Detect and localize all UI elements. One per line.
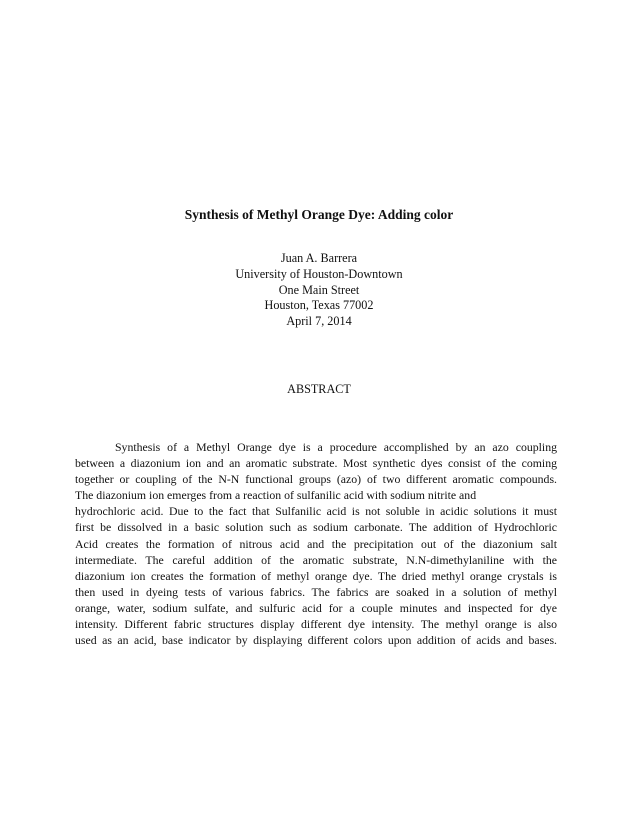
abstract-line: The diazonium ion emerges from a reaction of sulfanilic acid with sodium nitrite and [75, 488, 477, 503]
abstract-line: orange, water, sodium sulfate, and sulfuric acid for a couple minutes and inspected for dye [75, 600, 557, 615]
abstract-line: Acid creates the formation of nitrous acid and the precipitation out of the diazonium salt [75, 536, 557, 551]
author-city: Houston, Texas 77002 [264, 298, 374, 313]
abstract-line: used as an acid, base indicator by displaying different colors upon addition of acids and bases. [75, 633, 557, 648]
author-block [0, 251, 638, 330]
abstract-line: intermediate. The careful addition of the aromatic substrate, N.N-dimethylaniline with the [75, 552, 557, 567]
author-street: One Main Street [278, 282, 360, 297]
abstract-body [75, 439, 557, 648]
abstract-heading: ABSTRACT [287, 382, 351, 396]
paper-title: Synthesis of Methyl Orange Dye: Adding color [184, 207, 454, 222]
author-affiliation: University of Houston-Downtown [235, 266, 403, 281]
abstract-line: intensity. Different fabric structures display different dye intensity. The methyl orange is also [75, 617, 557, 632]
abstract-line: hydrochloric acid. Due to the fact that Sulfanilic acid is not soluble in acidic solutions it must [75, 504, 557, 519]
abstract-line: between a diazonium ion and an aromatic substrate. Most synthetic dyes consist of the coming [75, 456, 557, 471]
paper-date: April 7, 2014 [286, 314, 352, 329]
abstract-line: Synthesis of a Methyl Orange dye is a procedure accomplished by an azo coupling [115, 440, 557, 454]
author-name: Juan A. Barrera [280, 251, 358, 265]
abstract-line: diazonium ion creates the formation of methyl orange dye. The dried methyl orange crystals is [75, 568, 557, 583]
abstract-line: together or coupling of the N-N functional groups (azo) of two different aromatic compounds. [75, 472, 557, 487]
abstract-line: then used in dyeing tests of various fabrics. The fabrics are soaked in a solution of methyl [75, 584, 557, 599]
abstract-line: first be dissolved in a basic solution such as sodium carbonate. The addition of Hydrochloric [75, 520, 557, 535]
